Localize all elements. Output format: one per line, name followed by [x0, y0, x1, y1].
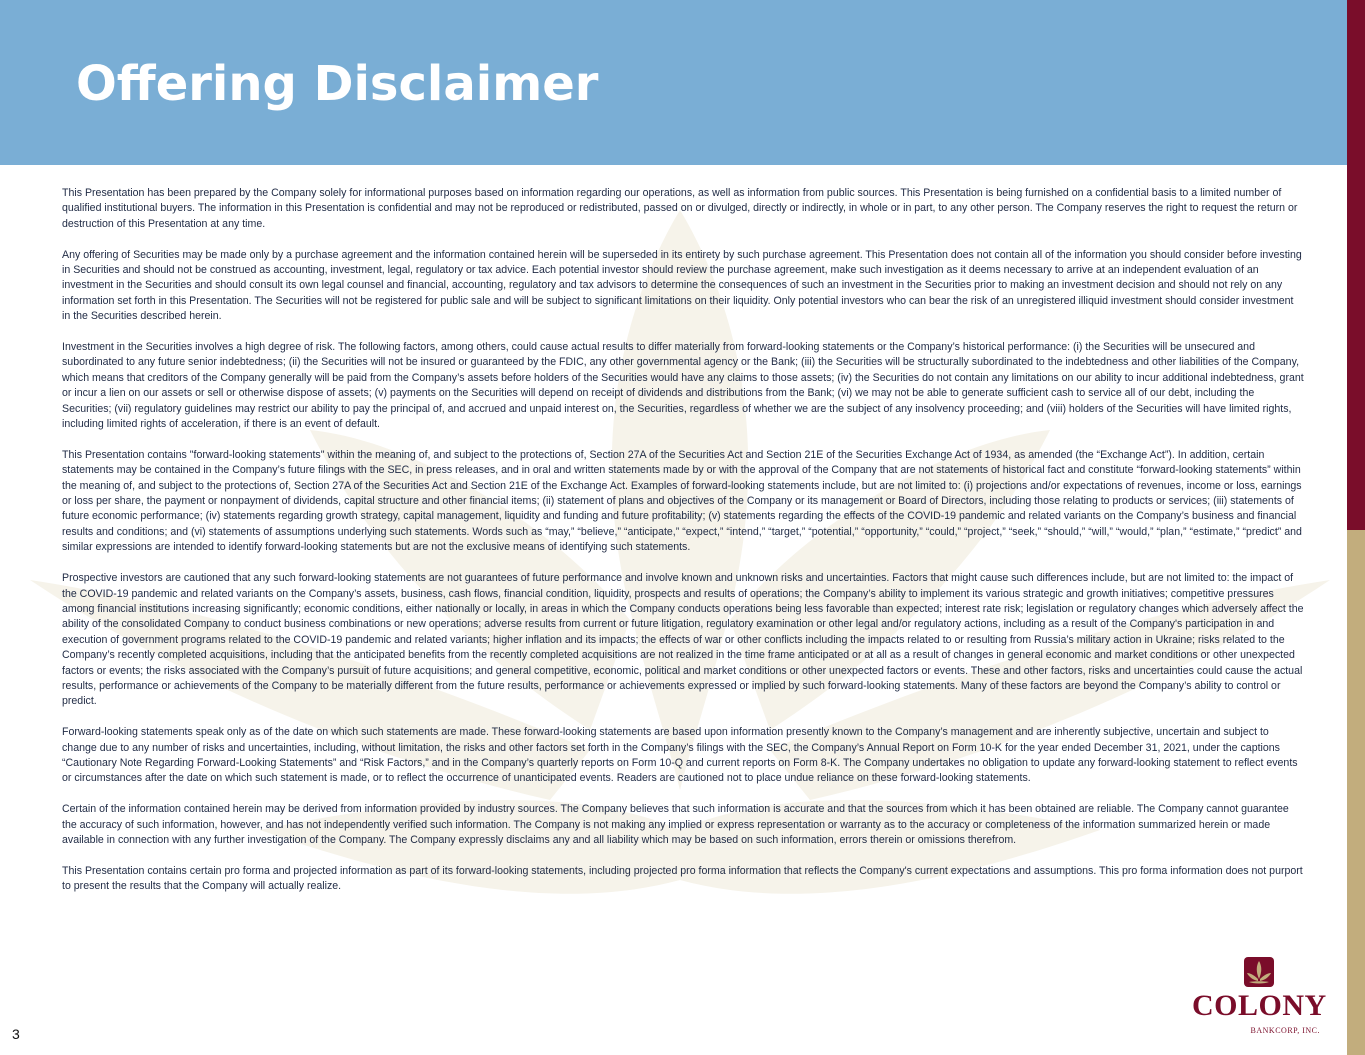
- paragraph-forward-looking-statements: This Presentation contains "forward-looking statements" within the meaning of, and subject to the protections of, Section 27A of the Securities Act and Section 21E of the Securities Exchange Act of 1934, as amended (the “Exchange Act”). In addition, certain statements may be contained in the Company’s future filings with the SEC, in press releases, and in oral and written statements made by or with the approval of the Company that are not statements of historical fact and constitute “forward-looking statements” within the meaning of, and subject to the protections of, Section 27A of the Securities Act and Section 21E of the Exchange Act. Examples of forward-looking statements include, but are not limited to: (i) projections and/or expectations of revenues, income or loss, earnings or loss per share, the payment or nonpayment of dividends, capital structure and other financial items; (ii) statement of plans and objectives of the Company or its management or Board of Directors, including those relating to products or services; (iii) statements of future economic performance; (iv) statements regarding growth strategy, capital management, liquidity and funding and future profitability; (v) statements regarding the effects of the COVID-19 pandemic and related variants on the Company’s business and financial results and conditions; and (vi) statements of assumptions underlying such statements. Words such as “may,” “believe,” “anticipate,” “expect,” “intend,” “target,” “potential,” “opportunity,” “could,” “project,” “seek,” “should,” “will,” “would,” “plan,” “estimate,” “predict” and similar expressions are intended to identify forward-looking statements but are not the exclusive means of identifying such statements.: [62, 448, 1302, 554]
- side-accent-maroon: [1347, 0, 1365, 530]
- page-title: Offering Disclaimer: [76, 56, 599, 112]
- paragraph-industry-sources: Certain of the information contained herein may be derived from information provided by industry sources. The Company believes that such information is accurate and that the sources from which it has been obtained are reliable. The Company cannot guarantee the accuracy of such information, however, and has not independently verified such information. The Company is not making any implied or express representation or warranty as to the accuracy or completeness of the information summarized herein or made available in connection with any further investigation of the Company. The Company expressly disclaims any and all liability which may be based on such information, errors therein or omissions therefrom.: [62, 803, 1289, 846]
- paragraph-investment-risks: Investment in the Securities involves a high degree of risk. The following factors, among others, could cause actual results to differ materially from forward-looking statements or the Company’s historical performance: (i) the Securities will be unsecured and subordinated to any future senior indebtedness; (ii) the Securities will not be insured or guaranteed by the FDIC, any other governmental agency or the Bank; (iii) the Securities will be structurally subordinated to the indebtedness and other liabilities of the Company, which means that creditors of the Company generally will be paid from the Company’s assets before holders of the Securities would have any claims to those assets; (iv) the Securities do not contain any limitations on our ability to incur additional indebtedness, grant or incur a lien on our assets or sell or otherwise dispose of assets; (v) payments on the Securities will depend on receipt of dividends and distributions from the Bank; (vi) we may not be able to generate sufficient cash to service all of our debt, including the Securities; (vii) regulatory guidelines may restrict our ability to pay the principal of, and accrued and unpaid interest on, the Securities, regardless of whether we are the subject of any insolvency proceeding; and (viii) holders of the Securities will have limited rights, including limited rights of acceleration, if there is an event of default.: [62, 341, 1304, 431]
- logo-subtitle: BANKCORP, INC.: [1250, 1026, 1320, 1035]
- paragraph-confidentiality: This Presentation has been prepared by the Company solely for informational purposes based on information regarding our operations, as well as information from public sources. This Presentation is being furnished on a confidential basis to a limited number of qualified institutional buyers. The information in this Presentation is confidential and may not be reproduced or redistributed, passed on or divulged, directly or indirectly, in whole or in part, to any other person. The Company reserves the right to request the return or destruction of this Presentation at any time.: [62, 187, 1298, 230]
- paragraph-pro-forma: This Presentation contains certain pro forma and projected information as part of its forward-looking statements, including projected pro forma information that reflects the Company's current expectations and assumptions. This pro forma information does not purport to present the results that the Company will actually realize.: [62, 864, 1303, 893]
- side-accent-gold: [1347, 530, 1365, 1055]
- page-number: 3: [12, 1026, 20, 1042]
- lotus-logo-icon: [1244, 957, 1274, 987]
- paragraph-offering-terms: Any offering of Securities may be made only by a purchase agreement and the information contained herein will be superseded in its entirety by such purchase agreement. This Presentation does not contain all of the information you should consider before investing in Securities and should not be construed as accounting, investment, legal, regulatory or tax advice. Each potential investor should review the purchase agreement, make such investigation as it deems necessary to arrive at an independent evaluation of an investment in the Securities and should consult its own legal counsel and financial, accounting, regulatory and tax advisors to determine the consequences of such an investment in the Securities prior to making an investment decision and should not rely on any information set forth in this Presentation. The Securities will not be registered for public sale and will be subject to significant limitations on their liquidity. Only potential investors who can bear the risk of an unregistered illiquid investment should consider investment in the Securities described herein.: [62, 248, 1302, 323]
- paragraph-statement-timing: Forward-looking statements speak only as of the date on which such statements are made. These forward-looking statements are based upon information presently known to the Company’s management and are inherently subjective, uncertain and subject to change due to any number of risks and uncertainties, including, without limitation, the risks and other factors set forth in the Company’s filings with the SEC, the Company’s Annual Report on Form 10-K for the year ended December 31, 2021, under the captions “Cautionary Note Regarding Forward-Looking Statements” and “Risk Factors,” and in the Company’s quarterly reports on Form 10-Q and current reports on Form 8-K. The Company undertakes no obligation to update any forward-looking statement to reflect events or circumstances after the date on which such statement is made, or to reflect the occurrence of unanticipated events. Readers are cautioned not to place undue reliance on these forward-looking statements.: [62, 726, 1298, 785]
- paragraph-risk-factors: Prospective investors are cautioned that any such forward-looking statements are not guarantees of future performance and involve known and unknown risks and uncertainties. Factors that might cause such differences include, but are not limited to: the impact of the COVID-19 pandemic and related variants on the Company’s assets, business, cash flows, financial condition, liquidity, prospects and results of operations; the Company’s ability to implement its various strategic and growth initiatives; competitive pressures among financial institutions increasing significantly; economic conditions, either nationally or locally, in areas in which the Company conducts operations being less favorable than expected; interest rate risk; legislation or regulatory changes which adversely affect the ability of the consolidated Company to conduct business combinations or new operations; adverse results from current or future litigation, regulatory examination or other legal and/or regulatory actions, including as a result of the Company's participation in and execution of government programs related to the COVID-19 pandemic and related variants; higher inflation and its impacts; the effects of war or other conflicts including the impacts related to or resulting from Russia’s military action in Ukraine; risks related to the Company’s recently completed acquisitions, including that the anticipated benefits from the recently completed acquisitions are not realized in the time frame anticipated or at all as a result of changes in general economic and market conditions or other unexpected factors or events; the risks associated with the Company’s pursuit of future acquisitions; and general competitive, economic, political and market conditions or other unexpected factors or events. These and other factors, risks and uncertainties could cause the actual results, performance or achievements of the Company to be materially different from the future results, performance or achievements expressed or implied by such forward-looking statements. Many of these factors are beyond the Company’s ability to control or predict.: [62, 572, 1304, 708]
- colony-bankcorp-logo: [1192, 955, 1327, 1040]
- disclaimer-body: [62, 186, 1304, 910]
- header-band: [0, 0, 1347, 165]
- logo-wordmark: COLONY: [1192, 989, 1327, 1022]
